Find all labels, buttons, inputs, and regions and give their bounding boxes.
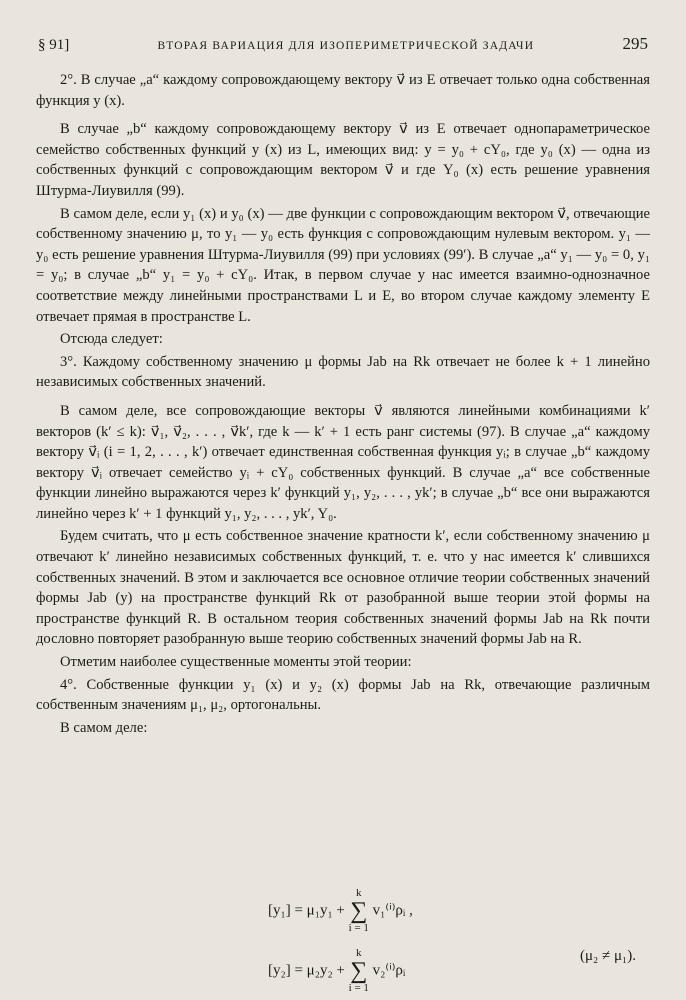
section-marker: § 91] — [38, 37, 70, 53]
running-title: ВТОРАЯ ВАРИАЦИЯ ДЛЯ ИЗОПЕРИМЕТРИЧЕСКОЙ ЗАДАЧИ — [157, 40, 535, 52]
formula-y1-term: v₁⁽ⁱ⁾ρᵢ , — [372, 902, 413, 919]
paragraph-vectors: В самом деле, все сопровождающие векторы v⃗ являются линейными комбинациями k′ векторов (k′ ≤ k): v⃗₁, v⃗₂, . . . , v⃗k′, где k — k′ + 1 есть ранг системы (97). В случае „a“ каждому вектору v⃗ᵢ (i = 1, 2, . . . , k′) отвечает единственная собственная функция yᵢ; в случае „b“ каждому вектору v⃗ᵢ отвечает семейство yᵢ + cY₀ собственных функций. В случае „a“ все собственные функции линейно выражаются через k′ функций y₁, y₂, . . . , yk′; в случае „b“ все они выражаются линейно через k′ + 1 функций y₁, y₂, . . . , yk′, Y₀. — [36, 402, 650, 522]
sum-sign: k ∑ i = 1 — [348, 887, 369, 934]
sum-sign: k ∑ i = 1 — [348, 947, 369, 994]
paragraph-hence: Отсюда следует: — [60, 331, 163, 348]
running-header — [38, 34, 648, 58]
paragraph-multiplicity: Будем считать, что μ есть собственное значение кратности k′, если собственному значению μ отвечают k′ линейно независимых собственных функций, т. е. что у нас имеется k′ слившихся собственных значений. В этом и заключается все основное отличие теории собственных значений формы Jab (y) на пространстве функций Rk от разобранной выше теории этой формы на пространстве функций R. В остальном теория собственных значений формы Jab на Rk почти дословно повторяет разобранную выше теорию собственных значений формы Jab на R. — [36, 528, 650, 648]
paragraph-proof: В самом деле, если y₁ (x) и y₀ (x) — две функции с сопровождающим вектором v⃗, отвечающие собственному значению μ, то y₁ — y₀ есть функция с сопровождающим нулевым вектором. y₁ — y₀ есть решение уравнения Штурма-Лиувилля (99) при условиях (99′). В случае „a“ y₁ — y₀ = 0, y₁ = y₀; в случае „b“ y₁ = y₀ + cY₀. Итак, в первом случае у нас имеется взаимно-однозначное соответствие между линейными пространствами L и E, во втором случае каждому элементу E отвечает прямая в пространстве L. — [36, 205, 650, 325]
paragraph-4deg: 4°. Собственные функции y₁ (x) и y₂ (x) формы Jab на Rk, отвечающие различным собственным значениям μ₁, μ₂, ортогональны. — [36, 676, 650, 714]
formula-y2-condition: (μ₂ ≠ μ₁). — [579, 948, 636, 964]
paragraph-3deg: 3°. Каждому собственному значению μ формы Jab на Rk отвечает не более k + 1 линейно независимых собственных значений. — [36, 353, 650, 391]
paragraph-moments: Отметим наиболее существенные моменты этой теории: — [60, 654, 412, 671]
page-body — [36, 70, 650, 740]
sum-upper: k — [356, 887, 362, 899]
paragraph-indeed: В самом деле: — [60, 719, 148, 736]
paragraph-2deg: 2°. В случае „a“ каждому сопровождающему вектору v⃗ из E отвечает только одна собственная функция y (x). — [36, 72, 650, 109]
formula-y2-term: v₂⁽ⁱ⁾ρᵢ — [372, 962, 406, 979]
paragraph-case-b: В случае „b“ каждому сопровождающему вектору v⃗ из E отвечает однопараметрическое семейство собственных функций y (x) из L, имеющих вид: y = y₀ + cY₀, где y₀ (x) — одна из собственных функций с сопровождающим вектором v⃗ и где Y₀ (x) есть решение уравнения Штурма-Лиувилля (99). — [36, 121, 650, 199]
sum-upper: k — [356, 947, 362, 959]
page-number: 295 — [622, 34, 648, 53]
formula-y2-lhs: [y₂] = μ₂y₂ + — [268, 962, 349, 979]
sum-lower: i = 1 — [348, 922, 369, 934]
sum-lower: i = 1 — [348, 982, 369, 994]
formula-y1-lhs: [y₁] = μ₁y₁ + — [268, 902, 349, 919]
